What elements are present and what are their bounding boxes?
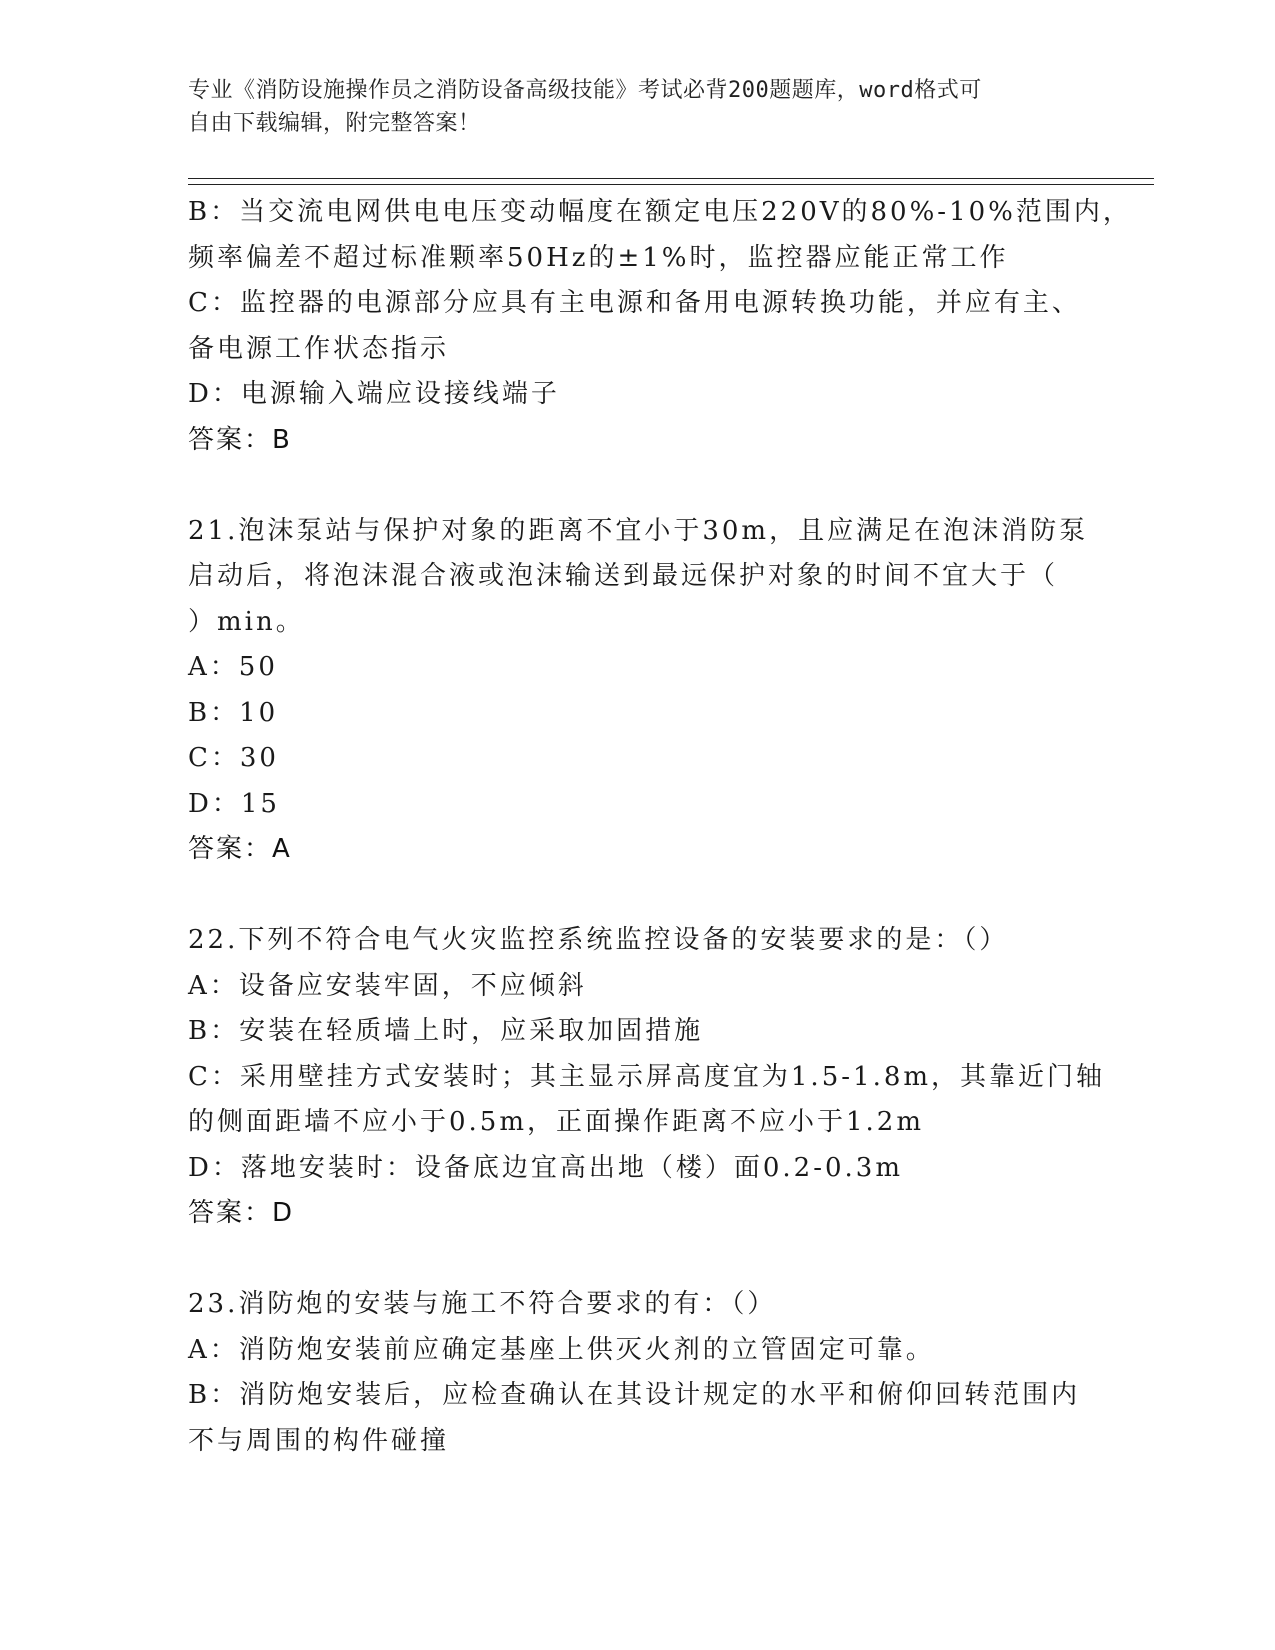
option-b: B：10: [188, 697, 279, 728]
question-stem-line-3: ）min。: [188, 606, 305, 637]
spacer: [188, 873, 1088, 919]
option-b-line-1: B：当交流电网供电电压变动幅度在额定电压220V的80%-10%范围内，: [188, 197, 1132, 227]
option-d: D：落地安装时：设备底边宜高出地（楼）面0.2-0.3m: [188, 1152, 903, 1183]
answer: 答案：D: [188, 1198, 295, 1228]
question-stem-line-2: 启动后，将泡沫混合液或泡沫输送到最远保护对象的时间不宜大于（: [188, 561, 1059, 591]
option-b-line-2: 不与周围的构件碰撞: [188, 1425, 450, 1456]
question-content: [188, 190, 1132, 1464]
option-c-line-1: C：监控器的电源部分应具有主电源和备用电源转换功能，并应有主、: [188, 288, 1081, 318]
header-title-line-1: 专业《消防设施操作员之消防设备高级技能》考试必背200题题库，word格式可: [188, 78, 982, 103]
header-title-line-2: 自由下载编辑，附完整答案！: [188, 111, 481, 136]
answer: 答案：A: [188, 834, 292, 864]
spacer: [188, 463, 1088, 509]
option-b: B：安装在轻质墙上时，应采取加固措施: [188, 1016, 704, 1046]
option-c-line-2: 备电源工作状态指示: [188, 333, 450, 364]
option-d: D：电源输入端应设接线端子: [188, 379, 560, 409]
question-21-block: [188, 509, 1088, 873]
header-double-rule: [188, 178, 1154, 185]
option-a: A：50: [188, 652, 278, 682]
option-c-line-2: 的侧面距墙不应小于0.5m，正面操作距离不应小于1.2m: [188, 1107, 925, 1137]
option-b-line-2: 频率偏差不超过标准颗率50Hz的±1%时，监控器应能正常工作: [188, 242, 1009, 273]
option-b-line-1: B：消防炮安装后，应检查确认在其设计规定的水平和俯仰回转范围内: [188, 1380, 1081, 1410]
spacer: [188, 1237, 1088, 1283]
option-c: C：30: [188, 743, 279, 773]
question-stem: 23.消防炮的安装与施工不符合要求的有：（）: [188, 1289, 777, 1319]
answer: 答案：B: [188, 424, 292, 455]
option-c-line-1: C：采用壁挂方式安装时；其主显示屏高度宜为1.5-1.8m，其靠近门轴: [188, 1061, 1106, 1092]
question-23-block: [188, 1282, 1088, 1464]
document-header: [188, 74, 1088, 140]
option-a: A：设备应安装牢固，不应倾斜: [188, 970, 587, 1001]
option-d: D：15: [188, 788, 280, 819]
question-stem-line-1: 21.泡沫泵站与保护对象的距离不宜小于30m，且应满足在泡沫消防泵: [188, 515, 1089, 546]
question-22-block: [188, 918, 1106, 1237]
prev-question-block: [188, 190, 1132, 463]
question-stem: 22.下列不符合电气火灾监控系统监控设备的安装要求的是：（）: [188, 925, 1009, 955]
option-a: A：消防炮安装前应确定基座上供灭火剂的立管固定可靠。: [188, 1334, 935, 1365]
